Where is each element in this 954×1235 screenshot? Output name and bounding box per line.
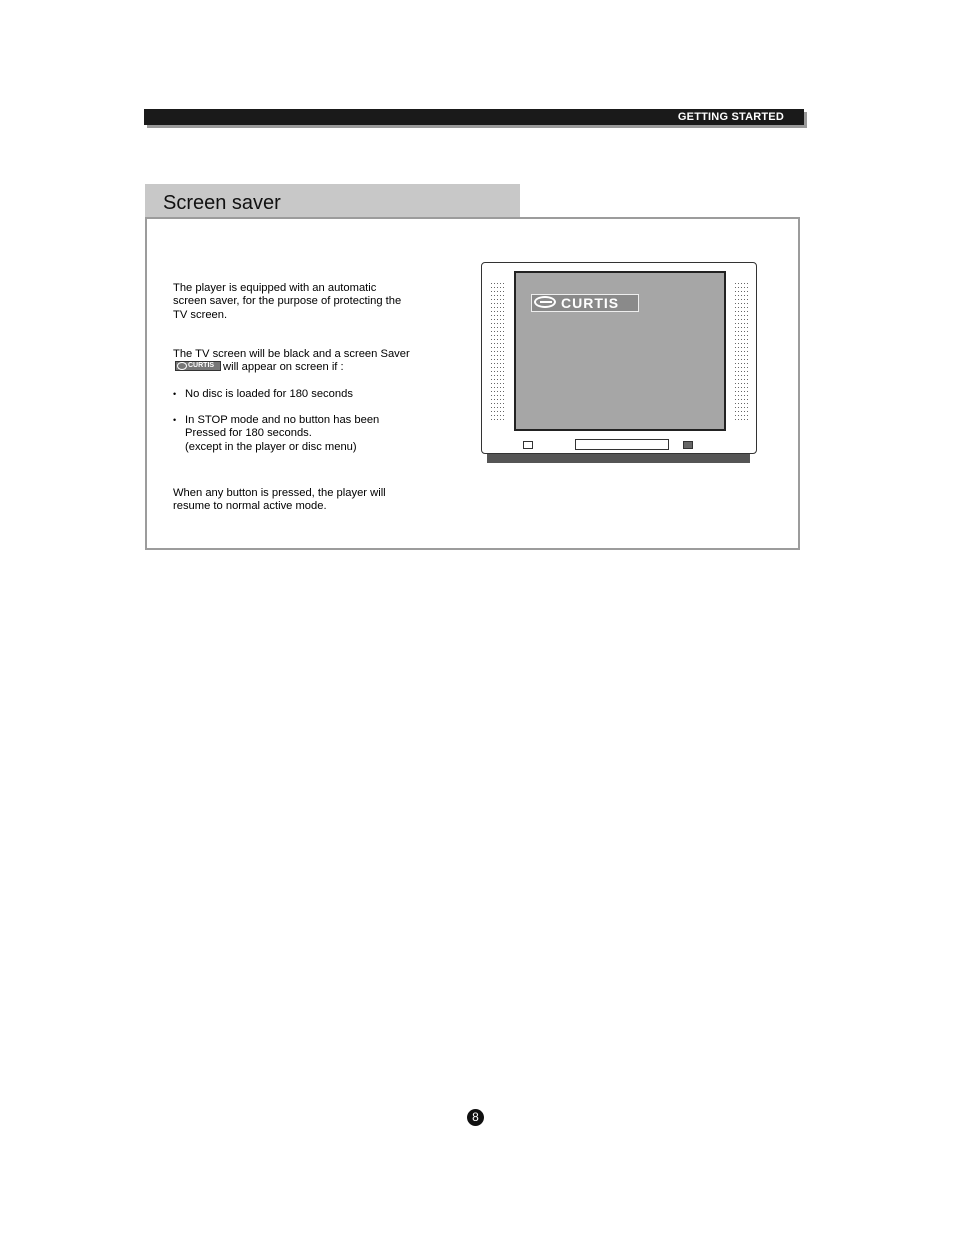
speaker-grille-icon bbox=[734, 283, 748, 423]
page-number: 8 bbox=[467, 1109, 484, 1126]
speaker-grille-icon bbox=[490, 283, 504, 423]
screen-saver-paragraph-start: The TV screen will be black and a screen Saver bbox=[173, 348, 410, 360]
list-item-line: (except in the player or disc menu) bbox=[185, 440, 357, 453]
resume-paragraph: When any button is pressed, the player will resume to normal active mode. bbox=[173, 487, 386, 513]
curtis-logo-icon bbox=[534, 296, 556, 308]
inline-logo-text: CURTIS bbox=[188, 362, 215, 370]
tv-illustration bbox=[481, 262, 757, 454]
header-section-label: GETTING STARTED bbox=[677, 111, 784, 123]
list-item-text: No disc is loaded for 180 seconds bbox=[185, 388, 353, 400]
bullet-dot-icon: • bbox=[173, 415, 177, 425]
list-item bbox=[173, 414, 413, 454]
tv-indicator-light bbox=[683, 441, 693, 449]
tv-screen bbox=[514, 271, 726, 431]
list-item bbox=[173, 388, 413, 401]
curtis-logo-text: CURTIS bbox=[561, 295, 620, 311]
content-box bbox=[145, 217, 800, 550]
curtis-logo-icon bbox=[175, 361, 221, 371]
header-bar bbox=[144, 109, 804, 125]
screen-saver-paragraph bbox=[173, 348, 413, 375]
tv-base bbox=[487, 454, 750, 463]
curtis-logo bbox=[531, 294, 639, 312]
screen-saver-paragraph-end: will appear on screen if : bbox=[223, 361, 344, 374]
intro-paragraph: The player is equipped with an automatic screen saver, for the purpose of protecting the TV screen. bbox=[173, 282, 402, 321]
tv-power-button bbox=[523, 441, 533, 449]
section-tab bbox=[145, 184, 520, 219]
list-item-line: Pressed for 180 seconds. bbox=[185, 427, 312, 440]
bullet-dot-icon: • bbox=[173, 389, 177, 399]
list-item-line: In STOP mode and no button has been bbox=[185, 414, 380, 426]
tv-disc-slot bbox=[575, 439, 669, 450]
section-title: Screen saver bbox=[163, 192, 281, 214]
